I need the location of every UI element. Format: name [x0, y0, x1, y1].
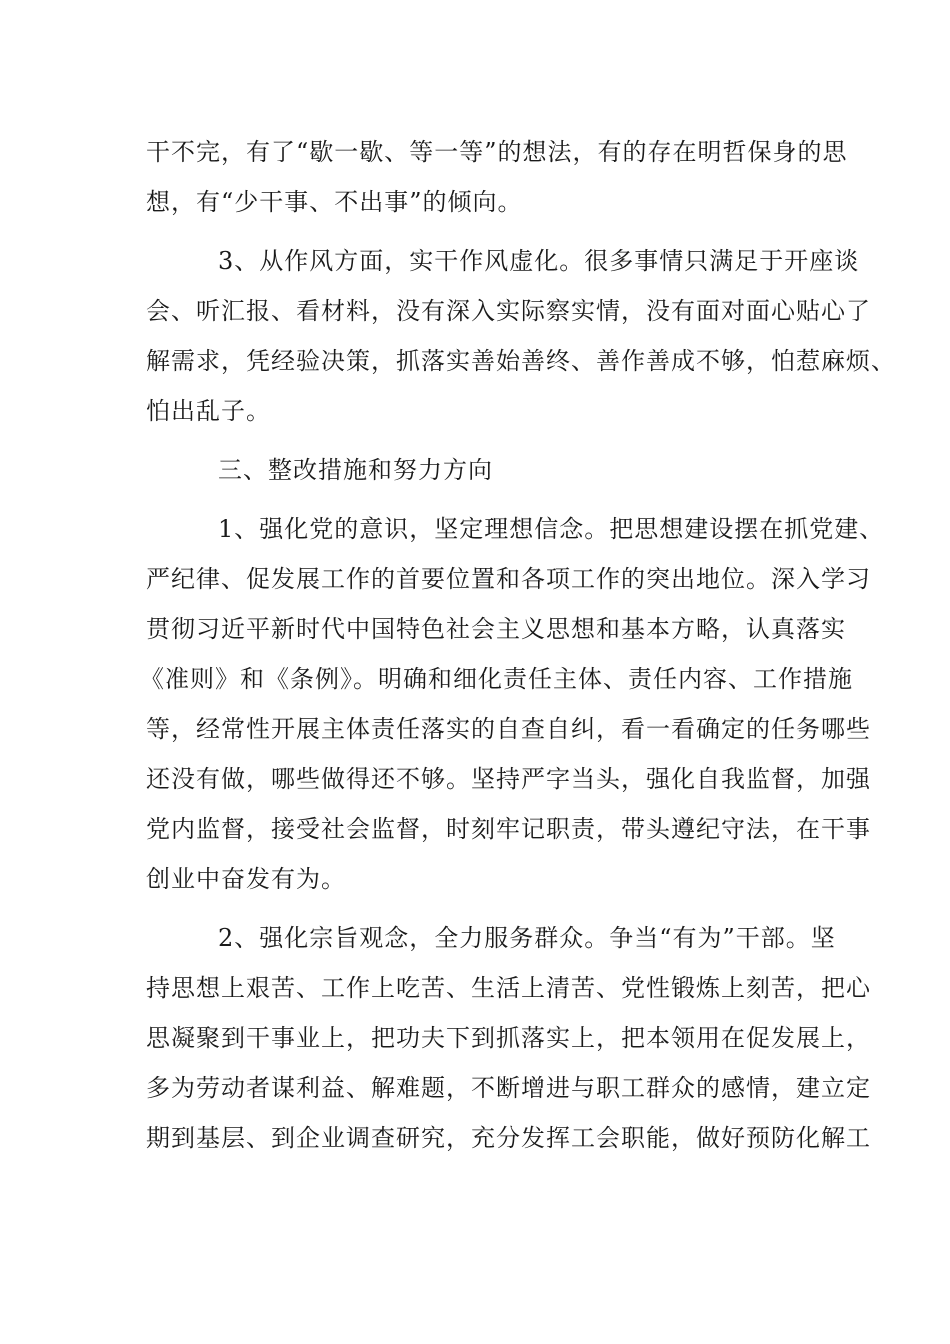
- text-line: 严纪律、促发展工作的首要位置和各项工作的突出地位。深入学习: [146, 565, 871, 593]
- text-line: 会、听汇报、看材料，没有深入实际察实情，没有面对面心贴心了: [146, 297, 871, 325]
- text-line: 期到基层、到企业调查研究，充分发挥工会职能，做好预防化解工: [146, 1124, 871, 1152]
- text-line: 等，经常性开展主体责任落实的自查自纠，看一看确定的任务哪些: [146, 715, 871, 743]
- text-line: 贯彻习近平新时代中国特色社会主义思想和基本方略，认真落实: [146, 615, 846, 643]
- text-line: 还没有做，哪些做得还不够。坚持严字当头，强化自我监督，加强: [146, 765, 871, 793]
- text-line: 思凝聚到干事业上，把功夫下到抓落实上，把本领用在促发展上，: [146, 1024, 871, 1052]
- section-heading: 三、整改措施和努力方向: [218, 456, 493, 484]
- text-line: 《准则》和《条例》。明确和细化责任主体、责任内容、工作措施: [140, 665, 853, 693]
- text-line: 党内监督，接受社会监督，时刻牢记职责，带头遵纪守法，在干事: [146, 815, 871, 843]
- paragraph-start-line: 2、强化宗旨观念，全力服务群众。争当“有为”干部。坚: [218, 924, 836, 952]
- text-line: 创业中奋发有为。: [146, 865, 346, 893]
- paragraph-start-line: 3、从作风方面，实干作风虚化。很多事情只满足于开座谈: [218, 247, 860, 275]
- text-line: 怕出乱子。: [146, 397, 271, 425]
- text-line: 解需求，凭经验决策，抓落实善始善终、善作善成不够，怕惹麻烦、: [146, 347, 896, 375]
- text-line: 干不完，有了“歇一歇、等一等”的想法，有的存在明哲保身的思: [146, 138, 848, 166]
- text-line: 持思想上艰苦、工作上吃苦、生活上清苦、党性锻炼上刻苦，把心: [146, 974, 871, 1002]
- paragraph-start-line: 1、强化党的意识，坚定理想信念。把思想建设摆在抓党建、: [218, 515, 885, 543]
- text-line: 多为劳动者谋利益、解难题，不断增进与职工群众的感情，建立定: [146, 1074, 871, 1102]
- text-line: 想，有“少干事、不出事”的倾向。: [146, 188, 523, 216]
